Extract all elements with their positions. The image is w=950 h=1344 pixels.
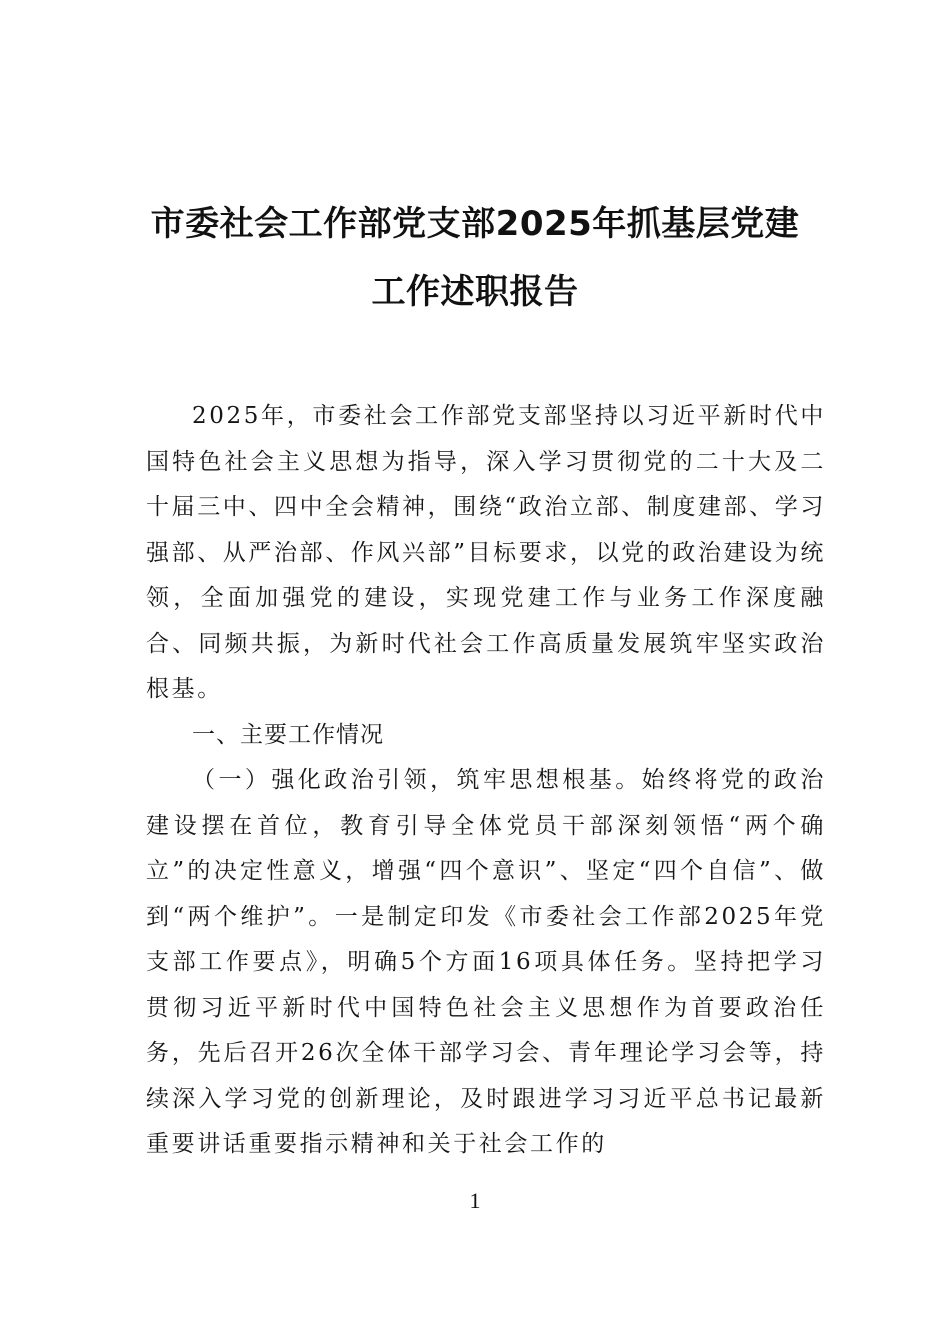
intro-paragraph: 2025年，市委社会工作部党支部坚持以习近平新时代中国特色社会主义思想为指导，深入学习贯彻党的二十大及二十届三中、四中全会精神，围绕“政治立部、制度建部、学习强部、从严治部、作风兴部”目标要求，以党的政治建设为统领，全面加强党的建设，实现党建工作与业务工作深度融合、同频共振，为新时代社会工作高质量发展筑牢坚实政治根基。 [146,403,826,702]
section-paragraph: （一）强化政治引领，筑牢思想根基。始终将党的政治建设摆在首位，教育引导全体党员干部深刻领悟“两个确立”的决定性意义，增强“四个意识”、坚定“四个自信”、做到“两个维护”。一是制定印发《市委社会工作部2025年党支部工作要点》，明确5个方面16项具体任务。坚持把学习贯彻习近平新时代中国特色社会主义思想作为首要政治任务，先后召开26次全体干部学习会、青年理论学习会等，持续深入学习党的创新理论，及时跟进学习习近平总书记最新重要讲话重要指示精神和关于社会工作的 [146,767,826,1157]
document-title-line-1: 市委社会工作部党支部2025年抓基层党建 [150,204,800,244]
page-number: 1 [469,1188,481,1213]
document-title-line-2: 工作述职报告 [371,272,579,312]
document-body [146,394,826,1168]
section-heading: 一、主要工作情况 [192,721,384,748]
